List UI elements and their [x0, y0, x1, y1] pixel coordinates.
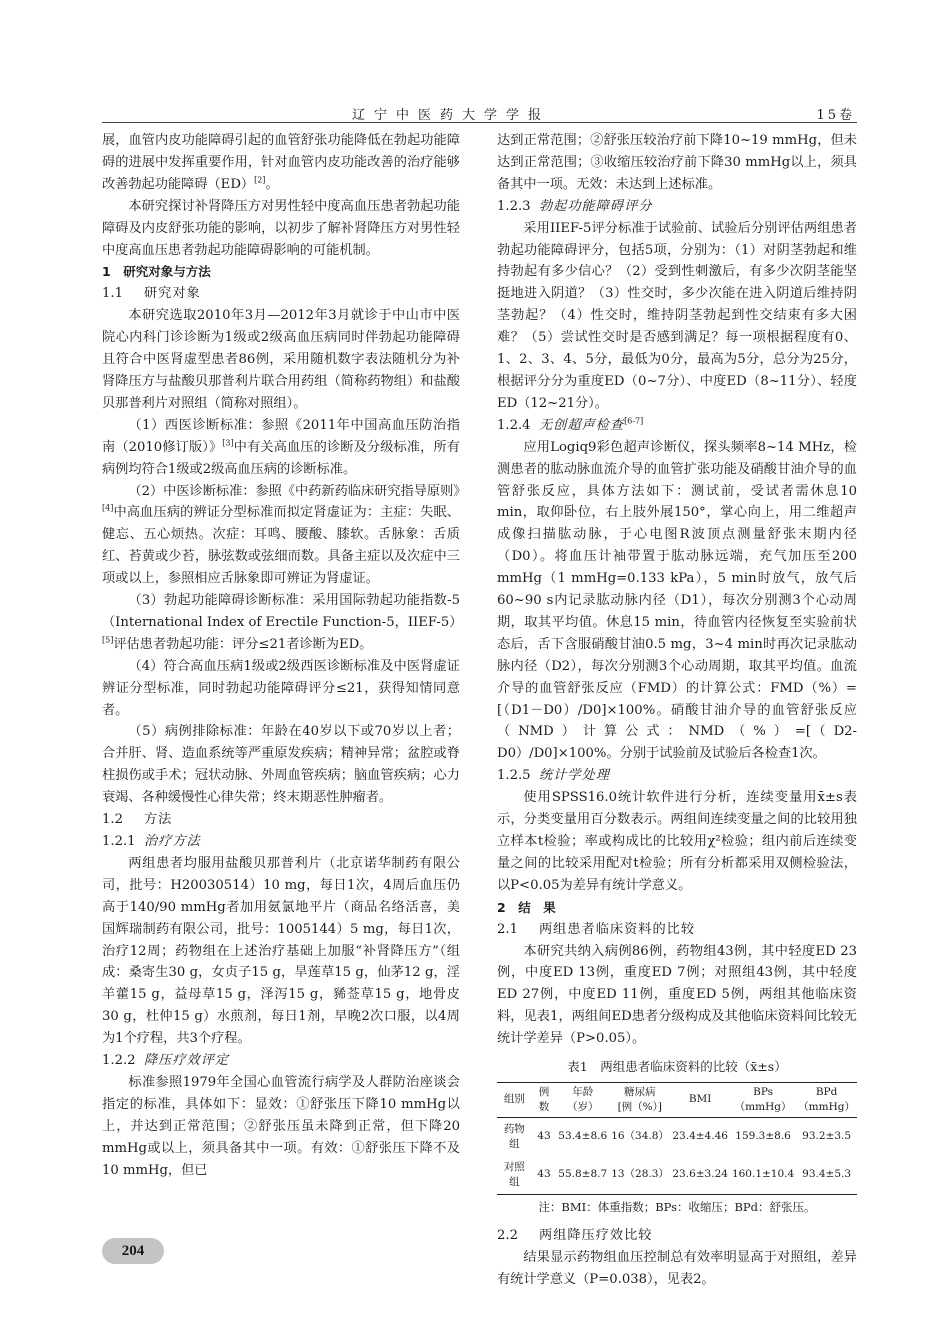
paragraph-intro-1: 展，血管内皮功能障碍引起的血管舒张功能降低在勃起功能障碍的进展中发挥重要作用，针对血管内皮功能改善的治疗能够改善勃起功能障碍（ED）[2]。 [102, 133, 460, 192]
running-header [102, 100, 857, 123]
table-1 [497, 1082, 857, 1195]
section-heading-1-2-4: 1.2.4 无创超声检查[6-7] [497, 416, 644, 433]
table-cell: 43 [532, 1156, 557, 1195]
table-cell: 93.4±5.3 [796, 1156, 857, 1195]
section-heading-1-2-3: 1.2.3 勃起功能障碍评分 [497, 198, 653, 214]
paragraph-bp-efficacy: 结果显示药物组血压控制总有效率明显高于对照组，差异有统计学意义（P=0.038），见表2。 [497, 1249, 857, 1287]
table-row [497, 1117, 857, 1156]
paragraph-study-subjects: 本研究选取2010年3月—2012年3月就诊于中山市中医院心内科门诊诊断为1级或2级高血压病同时伴勃起功能障碍且符合中医肾虚型患者86例，采用随机数字表法随机分为补肾降压方与盐酸贝那普利片联合用药组（简称药物组）和盐酸贝那普利片对照组（简称对照组）。 [102, 308, 460, 411]
table-cell: 93.2±3.5 [802, 1130, 852, 1143]
table-cell: 药物组 [503, 1122, 525, 1150]
table-header-cell: 年龄 （岁） [556, 1082, 609, 1117]
paragraph-clinical-data: 本研究共纳入病例86例，药物组43例，其中轻度ED 23例，中度ED 13例，重度ED 7例；对照组43例，其中轻度ED 27例，中度ED 11例，重度ED 5例，两组其他临床资料，见表1，两组间ED患者分级构成及其他临床资料间比较无统计学差异（P>0.05）。 [497, 943, 857, 1047]
paragraph-efficacy-continued: 达到正常范围；②舒张压较治疗前下降10~19 mmHg，但未达到正常范围；③收缩压较治疗前下降30 mmHg以上，须具备其中一项。无效：未达到上述标准。 [497, 133, 857, 192]
table-header-cell: BPs （mmHg） [730, 1082, 796, 1117]
paragraph-criteria-3: （3）勃起功能障碍诊断标准：采用国际勃起功能指数-5（International Index of Erectile Function-5，IIEF-5）[5]评估患者勃起功能：评分≤21者诊断为ED。 [102, 593, 463, 652]
volume-label: 15卷 [816, 108, 855, 123]
table-header-cell: 例数 [532, 1082, 557, 1117]
table-cell: 对照组 [497, 1156, 532, 1195]
table-cell: 53.4±8.6 [558, 1130, 608, 1143]
paragraph-ed-score: 采用IIEF-5评分标准于试验前、试验后分别评估两组患者勃起功能障碍评分，包括5项，分别为：（1）对阴茎勃起和维持勃起有多少信心？（2）受到性刺激后，有多少次阴茎能坚挺地进入阴道？（3）性交时，多少次能在进入阴道后维持阴茎勃起？（4）性交时，维持阴茎勃起到性交结束有多大困难？（5）尝试性交时是否感到满足？每一项根据程度有0、1、2、3、4、5分，最低为0分，最高为5分，总分为25分，根据评分分为重度ED（0~7分）、中度ED（8~11分）、轻度ED（12~21分）。 [497, 220, 857, 411]
page-number: 204 [102, 1238, 164, 1264]
section-heading-1: 1 研究对象与方法 [102, 264, 211, 280]
paragraph-criteria-2: （2）中医诊断标准：参照《中药新药临床研究指导原则》[4]中高血压病的辨证分型标准而拟定肾虚证为：主症：失眠、健忘、五心烦热。次症：耳鸣、腰酸、膝软。舌脉象：舌质红、苔黄或少苔，脉弦数或弦细而数。具备主症以及次症中三项或以上，参照相应舌脉象即可辨证为肾虚证。 [102, 483, 467, 587]
table-cell: 160.1±10.4 [730, 1156, 796, 1195]
section-heading-1-2-5: 1.2.5 统计学处理 [497, 768, 610, 784]
table-cell: 55.8±8.7 [556, 1156, 609, 1195]
paragraph-treatment: 两组患者均服用盐酸贝那普利片（北京诺华制药有限公司，批号：H20030514）10 mg，每日1次，4周后血压仍高于140/90 mmHg者加用氨氯地平片（商品名络活喜，美国辉瑞制药有限公司，批号：1005144）5 mg，每日1次，治疗12周；药物组在上述治疗基础上加服“补肾降压方”（组成：桑寄生30 g，女贞子15 g，旱莲草15 g，仙茅12 g，淫羊藿15 g，益母草15 g，泽泻15 g，豨莶草15 g，地骨皮30 g，杜仲15 g）水煎剂，每日1剂，早晚2次口服，以4周为1个疗程，共3个疗程。 [102, 855, 460, 1047]
table-header-cell: BPd （mmHg） [796, 1082, 857, 1117]
paragraph-ultrasound: 应用Logiq9彩色超声诊断仪，探头频率8~14 MHz，检测患者的肱动脉血流介导的血管扩张功能及硝酸甘油介导的血管舒张反应，具体方法如下：测试前，受试者需休息10 min，取仰卧位，右上肢外展150°，掌心向上，用二维超声成像扫描肱动脉，于心电图R波顶点测量舒张末期内径（D0）。将血压计袖带置于肱动脉远端，充气加压至200 mmHg（1 mmHg=0.133 kPa），5 min时放气，放气后60~90 s内记录肱动脉内径（D1），每次分别测3个心动周期，取其平均值。休息15 min，待血管内径恢复至实验前状态后，舌下含服硝酸甘油0.5 mg，3~4 min时再次记录肱动脉内径（D2），每次分别测3个心动周期，取其平均值。血流介导的血管舒张反应（FMD）的计算公式：FMD（%）=[（D1－D0）/D0]×100%。硝酸甘油介导的血管舒张反应（NMD）计算公式：NMD（%）=[（D2-D0）/D0]×100%。分别于试验前及试验后各检查1次。 [497, 439, 857, 762]
section-heading-1-1: 1.1 研究对象 [102, 286, 201, 302]
table-cell: 43 [537, 1130, 551, 1143]
section-heading-2-2: 2.2 两组降压疗效比较 [497, 1227, 653, 1243]
journal-name: 辽宁中医药大学学报 [352, 108, 551, 123]
table-cell: 16（34.8） [611, 1130, 669, 1143]
section-heading-2-1: 2.1 两组患者临床资料的比较 [497, 921, 696, 937]
table-1-note: 注：BMI：体重指数；BPs：收缩压；BPd：舒张压。 [538, 1199, 816, 1214]
paragraph-efficacy-criteria: 标准参照1979年全国心血管流行病学及人群防治座谈会指定的标准，具体如下：显效：①舒张压下降10 mmHg以上，并达到正常范围；②舒张压虽未降到正常，但下降20 mmHg或以上，须具备其中一项。有效：①舒张压下降不及10 mmHg，但已 [102, 1074, 460, 1178]
table-header-cell: 糖尿病 [例（%）] [609, 1082, 670, 1117]
table-cell: 23.6±3.24 [670, 1156, 730, 1195]
table-cell: 13（28.3） [609, 1156, 670, 1195]
paragraph-statistics: 使用SPSS16.0统计软件进行分析，连续变量用x̄±s表示，分类变量用百分数表示。两组间连续变量之间的比较用独立样本t检验；率或构成比的比较用χ²检验；组内前后连续变量之间的比较采用配对t检验；所有分析都采用双侧检验法，以P<0.05为差异有统计学意义。 [497, 790, 857, 893]
table-header-cell: 组别 [497, 1082, 532, 1117]
table-header-cell: BMI [670, 1082, 730, 1117]
section-heading-1-2-2: 1.2.2 降压疗效评定 [102, 1053, 230, 1069]
left-column [102, 130, 467, 1182]
table-1-caption: 表1 两组患者临床资料的比较（x̄±s） [567, 1059, 787, 1075]
paragraph-intro-2: 本研究探讨补肾降压方对男性轻中度高血压患者勃起功能障碍及内皮舒张功能的影响，以初步了解补肾降压方对男性轻中度高血压患者勃起功能障碍影响的可能机制。 [102, 198, 460, 258]
section-heading-2: 2 结 果 [497, 899, 556, 915]
table-cell: 159.3±8.6 [735, 1130, 791, 1143]
section-heading-1-2-1: 1.2.1 治疗方法 [102, 834, 201, 849]
paragraph-criteria-5: （5）病例排除标准：年龄在40岁以下或70岁以上者；合并肝、肾、造血系统等严重原发疾病；精神异常；盆腔或脊柱损伤或手术；冠状动脉、外周血管疾病；脑血管疾病；心力衰竭、各种缓慢性心律失常；终末期恶性肿瘤者。 [102, 724, 460, 806]
table-cell: 23.4±4.46 [672, 1130, 728, 1143]
paragraph-criteria-1: （1）西医诊断标准：参照《2011年中国高血压防治指南（2010修订版）》[3]中有关高血压的诊断及分级标准，所有病例均符合1级或2级高血压病的诊断标准。 [102, 417, 460, 477]
section-heading-1-2: 1.2 方法 [102, 812, 173, 828]
table-header-row [497, 1082, 857, 1117]
paragraph-criteria-4: （4）符合高血压病1级或2级西医诊断标准及中医肾虚证辨证分型标准，同时勃起功能障碍评分≤21，获得知情同意者。 [102, 658, 460, 718]
table-row [497, 1156, 857, 1195]
right-column [497, 130, 857, 1291]
